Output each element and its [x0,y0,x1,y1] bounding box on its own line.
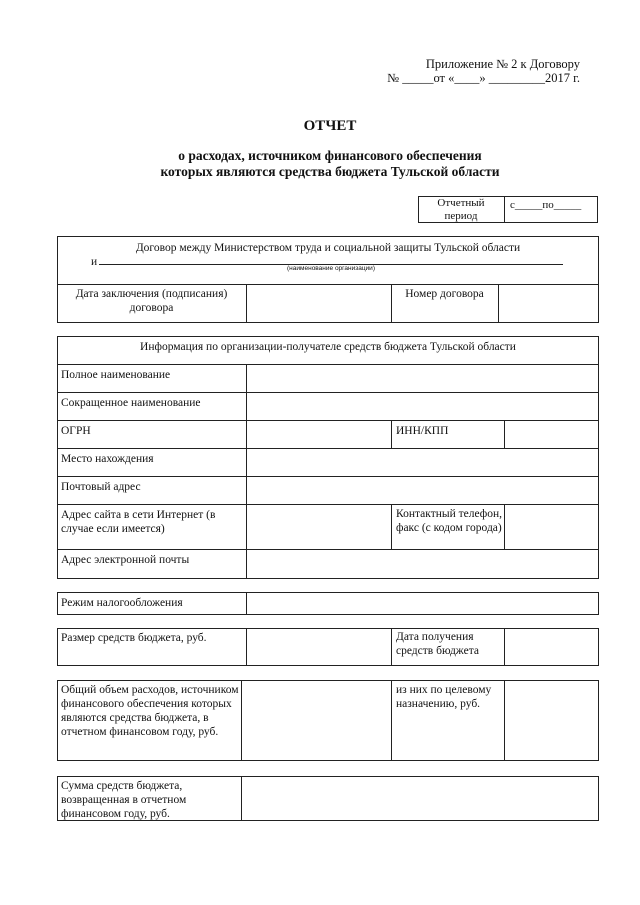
postal-address-label: Почтовый адрес [61,481,141,493]
website-field[interactable] [247,505,390,548]
targeted-expenses-label: из них по целевому назначению, руб. [396,684,492,710]
appendix-line: Приложение № 2 к Договору [425,57,580,71]
contract-heading: Договор между Министерством труда и социальной защиты Тульской области [135,242,521,254]
postal-address-field[interactable] [247,477,598,503]
full-name-field[interactable] [247,365,598,391]
contract-date-field[interactable] [247,285,390,322]
reporting-period-value[interactable]: с_____по_____ [510,199,582,211]
inn-kpp-field[interactable] [505,421,598,447]
short-name-label: Сокращенное наименование [61,397,201,409]
returned-amount-label: Сумма средств бюджета, возвращенная в отчетном финансовом году, руб. [61,780,187,820]
reporting-period-label: Отчетный период [437,197,485,222]
report-subtitle-line1: о расходах, источником финансового обеспечения [178,148,482,163]
email-label: Адрес электронной почты [61,554,190,566]
organization-info-heading: Информация по организации-получателе средств бюджета Тульской области [140,341,516,353]
report-title: ОТЧЕТ [303,118,357,134]
total-expenses-label: Общий объем расходов, источником финансового обеспечения которых являются средства бюджета, в отчетном финансовом году, руб. [61,684,239,738]
budget-receipt-date-field[interactable] [505,629,598,665]
website-label: Адрес сайта в сети Интернет (в случае если имеется) [61,509,216,535]
targeted-expenses-field[interactable] [505,681,598,760]
total-expenses-field[interactable] [242,681,390,760]
budget-amount-label: Размер средств бюджета, руб. [61,632,207,644]
short-name-field[interactable] [247,393,598,419]
budget-amount-field[interactable] [247,629,390,665]
tax-regime-label: Режим налогообложения [61,597,183,609]
contract-reference-line: № _____от «____» _________2017 г. [387,71,580,85]
location-label: Место нахождения [61,453,154,465]
location-field[interactable] [247,449,598,475]
contract-and: и [91,256,98,268]
contract-number-label: Номер договора [405,288,484,300]
report-subtitle-line2: которых являются средства бюджета Тульской области [160,164,500,179]
organization-name-caption: (наименование организации) [287,265,375,272]
contact-phone-field[interactable] [505,505,598,548]
contract-number-field[interactable] [499,285,598,322]
budget-receipt-date-label: Дата получения средств бюджета [396,631,479,657]
tax-regime-field[interactable] [247,593,598,614]
ogrn-label: ОГРН [61,425,91,437]
email-field[interactable] [247,550,598,578]
ogrn-field[interactable] [247,421,390,447]
full-name-label: Полное наименование [61,369,171,381]
contract-date-label: Дата заключения (подписания) договора [75,288,228,314]
contact-phone-label: Контактный телефон, факс (с кодом города) [396,508,502,534]
inn-kpp-label: ИНН/КПП [396,425,449,437]
returned-amount-field[interactable] [242,777,598,820]
